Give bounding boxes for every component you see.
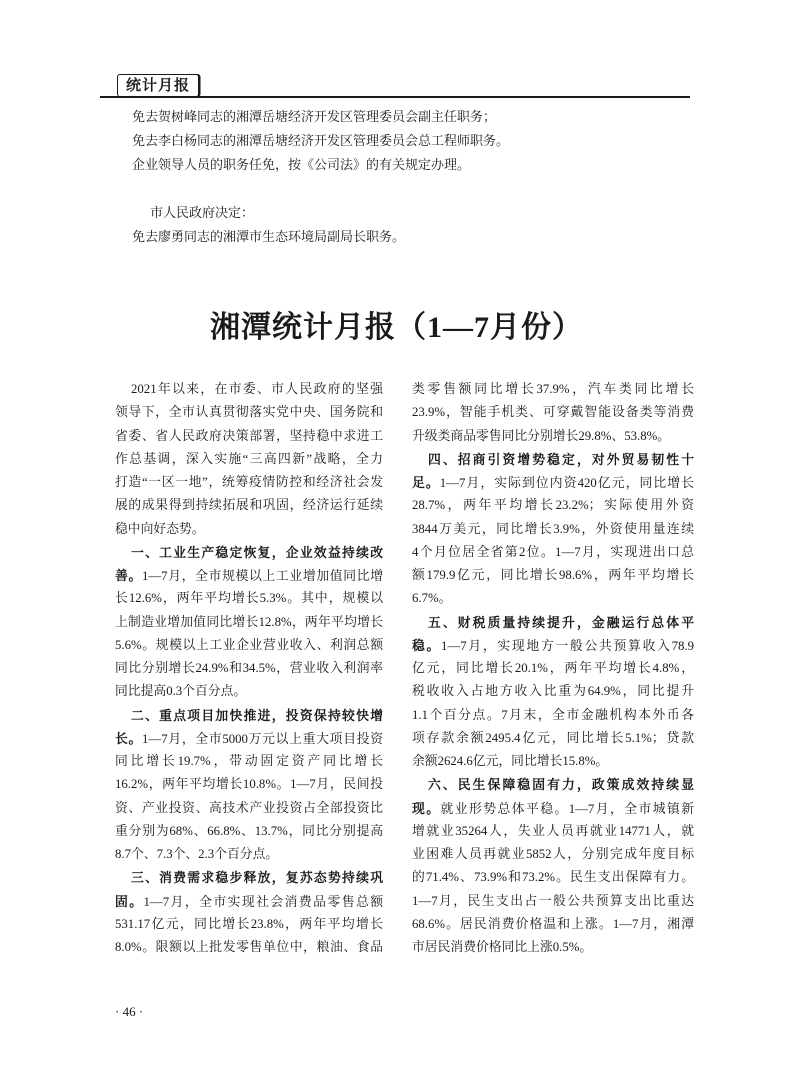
text-line: 同比提高0.3个百分点。 xyxy=(115,684,247,699)
section-heading-text: 长。 xyxy=(115,730,143,746)
text-line: 资、产业投资、高技术产业投资占全部投资比 xyxy=(115,800,383,815)
page-number: · 46 · xyxy=(115,1004,144,1019)
section-paragraph xyxy=(115,704,383,867)
section-heading-text: 三、消费需求稳步释放，复苏态势持续巩 xyxy=(131,870,383,886)
notice-block xyxy=(132,105,692,249)
text-line xyxy=(412,471,694,494)
text-line: 23.9%，智能手机类、可穿戴智能设备类等消费 xyxy=(412,405,694,420)
text-line: 上制造业增加值同比增长12.8%，两年平均增长 xyxy=(115,614,383,629)
body-text: 1—7月，全市5000万元以上重大项目投资 xyxy=(142,731,384,746)
body-text: 1—7月，全市规模以上工业增加值同比增 xyxy=(141,569,384,583)
notice-line: 免去李白杨同志的湘潭岳塘经济开发区管理委员会总工程师职务。 xyxy=(132,133,510,148)
paragraph xyxy=(115,378,383,541)
text-line: 税收收入占地方收入比重为64.9%，同比提升 xyxy=(412,684,694,699)
text-line: 28.7%，两年平均增长23.2%；实际使用外资 xyxy=(412,498,694,513)
section-heading-text: 足。 xyxy=(412,475,440,490)
section-heading-text: 稳。 xyxy=(412,637,442,653)
text-line: 额179.9亿元，同比增长98.6%，两年平均增长 xyxy=(412,568,694,582)
text-line: 8.7个、7.3个、2.3个百分点。 xyxy=(115,847,279,861)
text-line: 类零售额同比增长37.9%，汽车类同比增长 xyxy=(412,382,694,396)
text-line xyxy=(412,773,694,796)
decision-label: 市人民政府决定： xyxy=(150,205,255,220)
section-paragraph xyxy=(115,541,383,704)
section-heading-text: 四、招商引资增势稳定，对外贸易韧性十 xyxy=(428,451,694,467)
text-line: 的71.4%、73.9%和73.2%。民生支出保障有力。 xyxy=(412,870,694,885)
text-line: 4个月位居全省第2位。1—7月，实现进出口总 xyxy=(412,544,694,559)
text-line: 1.1个百分点。7月末，全市金融机构本外币各 xyxy=(412,707,694,722)
text-line: 升级类商品零售同比分别增长29.8%、53.8%。 xyxy=(412,428,671,443)
text-line xyxy=(115,727,383,750)
text-line xyxy=(115,890,383,913)
text-line: 重分别为68%、66.8%、13.7%，同比分别提高 xyxy=(115,823,383,838)
text-line: 领导下，全市认真贯彻落实党中央、国务院和 xyxy=(115,405,383,420)
text-line: 展的成果得到持续拓展和巩固，经济运行延续 xyxy=(115,498,383,513)
text-line: 5.6%。规模以上工业企业营业收入、利润总额 xyxy=(115,637,383,652)
text-line: 2021年以来，在市委、市人民政府的坚强 xyxy=(131,382,383,396)
text-line xyxy=(115,564,383,587)
text-line: 余额2624.6亿元，同比增长15.8%。 xyxy=(412,754,609,768)
notice-line: 免去廖勇同志的湘潭市生态环境局副局长职务。 xyxy=(132,229,406,244)
text-line: 3844万美元，同比增长3.9%，外资使用量连续 xyxy=(412,521,694,536)
text-line xyxy=(412,634,694,657)
section-heading-text: 一、工业生产稳定恢复，企业效益持续改 xyxy=(131,544,383,560)
section-heading-text: 善。 xyxy=(115,568,142,583)
text-line: 项存款余额2495.4亿元，同比增长5.1%；贷款 xyxy=(412,730,694,745)
text-line xyxy=(412,611,694,634)
text-line xyxy=(115,541,383,564)
section-heading-text: 固。 xyxy=(115,893,144,909)
text-line: 531.17亿元，同比增长23.8%，两年平均增长 xyxy=(115,916,383,931)
body-text: 1—7月，实际到位内资420亿元，同比增长 xyxy=(439,476,694,490)
body-text: 1—7月，全市实现社会消费品零售总额 xyxy=(143,894,384,909)
body-text: 就业形势总体平稳。1—7月，全市城镇新 xyxy=(440,801,695,816)
text-line: 68.6%。居民消费价格温和上涨。1—7月，湘潭 xyxy=(412,916,694,931)
text-line: 作总基调，深入实施“三高四新”战略，全力 xyxy=(115,451,383,466)
text-line: 业困难人员再就业5852人，分别完成年度目标 xyxy=(412,847,694,861)
text-line: 同比分别增长24.9%和34.5%，营业收入利润率 xyxy=(115,661,383,675)
header-rule xyxy=(100,96,690,98)
text-line xyxy=(115,704,383,727)
article-title: 湘潭统计月报（1—7月份） xyxy=(210,311,583,344)
text-line xyxy=(412,797,694,820)
notice-line: 免去贺树峰同志的湘潭岳塘经济开发区管理委员会副主任职务； xyxy=(132,109,497,124)
text-line: 8.0%。限额以上批发零售单位中，粮油、食品 xyxy=(115,940,383,954)
notice-spacer xyxy=(132,177,692,201)
left-column xyxy=(115,378,383,959)
text-line: 市居民消费价格同比上涨0.5%。 xyxy=(412,940,593,954)
section-paragraph xyxy=(412,448,694,611)
text-line: 长12.6%，两年平均增长5.3%。其中，规模以 xyxy=(115,591,383,606)
section-paragraph xyxy=(412,773,694,959)
right-column xyxy=(412,378,694,959)
text-line: 打造“一区一地”，统筹疫情防控和经济社会发 xyxy=(115,475,383,489)
notice-line: 企业领导人员的职务任免，按《公司法》的有关规定办理。 xyxy=(132,157,471,172)
text-line xyxy=(115,866,383,889)
text-line: 增就业35264人，失业人员再就业14771人，就 xyxy=(412,823,694,838)
text-line: 1—7月，民生支出占一般公共预算支出比重达 xyxy=(412,893,694,908)
section-paragraph xyxy=(115,866,383,959)
section-heading-text: 五、财税质量持续提升，金融运行总体平 xyxy=(428,614,694,630)
text-line: 稳中向好态势。 xyxy=(115,521,205,536)
body-text: 1—7月，实现地方一般公共预算收入78.9 xyxy=(441,638,695,653)
section-heading-text: 六、民生保障稳固有力，政策成效持续显 xyxy=(428,777,694,793)
paragraph xyxy=(412,378,694,448)
section-paragraph xyxy=(412,611,694,774)
text-line: 亿元，同比增长20.1%，两年平均增长4.8%， xyxy=(412,661,694,675)
text-line: 6.7%。 xyxy=(412,591,452,606)
section-heading-text: 现。 xyxy=(412,800,441,816)
section-heading-text: 二、重点项目加快推进，投资保持较快增 xyxy=(131,707,383,723)
text-line xyxy=(412,448,694,471)
text-line: 16.2%，两年平均增长10.8%。1—7月，民间投 xyxy=(115,777,383,792)
text-line: 省委、省人民政府决策部署，坚持稳中求进工 xyxy=(115,428,383,443)
text-line: 同比增长19.7%，带动固定资产同比增长 xyxy=(115,754,383,768)
section-tag: 统计月报 xyxy=(117,74,199,97)
